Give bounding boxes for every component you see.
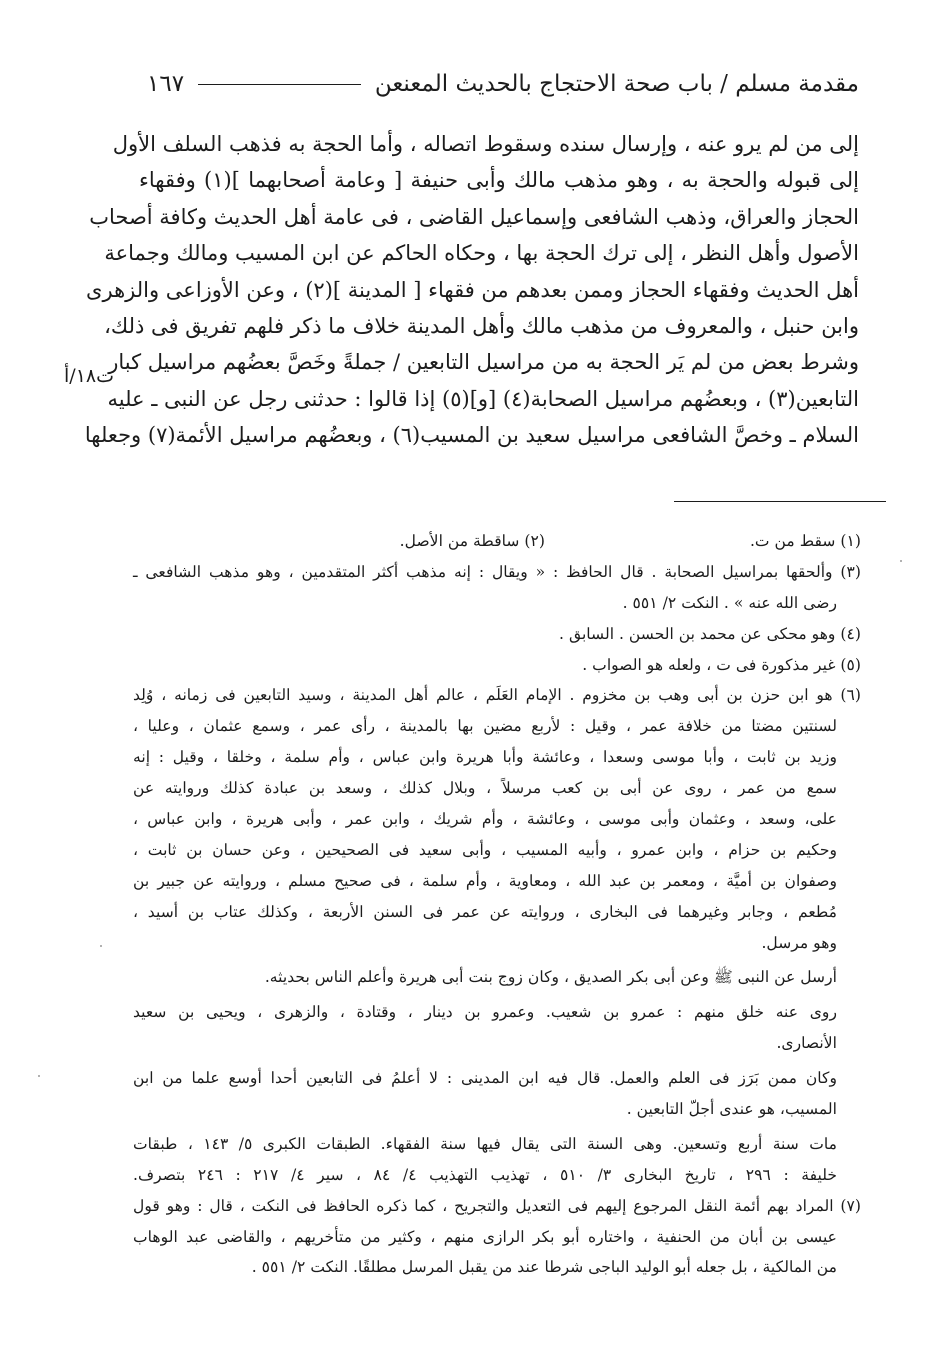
footnote-6-line: لسنتين مضتا من خلافة عمر ، وقيل : لأربع مضين بها بالمدينة ، رأى عمر ، وسمع عثمان ، وعليا ، xyxy=(133,717,837,736)
main-text-line: التابعين(٣) ، وبعضُهم مراسيل الصحابة(٤) [و](٥) إذا قالوا : حدثنى رجل عن النبى ـ عليه xyxy=(107,386,859,411)
footnote-6-paragraph: وكان ممن بَرَز فى العلم والعمل. قال فيه ابن المدينى : لا أعلمُ فى التابعين أحدا أوسع علما من ابن xyxy=(133,1069,837,1088)
main-text-line: إلى قبوله والحجة به ، وهو مذهب مالك وأبى حنيفة [ وعامة أصحابهما ](١) وفقهاء xyxy=(139,168,860,193)
footnote-6-line: وحكيم بن حزام ، وابن عمرو ، وأبيه المسيب ، وأبى سعيد فى الصحيحين ، وعن حسان بن ثابت ، xyxy=(133,840,837,859)
main-text-line: الحجاز والعراق، وذهب الشافعى وإسماعيل القاضى ، فى عامة أهل الحديث وكافة أصحاب xyxy=(89,204,859,229)
footnote-6-line: (٦) هو ابن حزن بن أبى وهب بن مخزوم . الإمام العَلَم ، عالم أهل المدينة ، وسيد التابعين فى زمانه ، وُلِد xyxy=(133,686,861,705)
footnote-5: (٥) غير مذكورة فى ت ، ولعله هو الصواب . xyxy=(582,655,861,674)
main-text-line: وشرط بعض من لم يَر الحجة به من مراسيل التابعين / جملةً وخَصَّ بعضُهم مراسيل كبار xyxy=(108,350,859,375)
main-text-line: أهل الحديث وفقهاء الحجاز وممن بعدهم من فقهاء [ المدينة ](٢) ، وعن الأوزاعى والزهرى xyxy=(86,277,859,302)
footnote-3-line: رضى الله عنه » . النكت ٢/ ٥٥١ . xyxy=(622,593,837,612)
footnote-6-line: سمع من عمر ، روى عن أبى بن كعب مرسلاً ، وبلال كذلك ، وسعد بن عبادة كذلك وروايته عن xyxy=(133,779,837,798)
footnote-6-paragraph: مات سنة أربع وتسعين. وهى السنة التى يقال فيها سنة الفقهاء. الطبقات الكبرى ٥/ ١٤٣ ، طبقات xyxy=(133,1134,838,1153)
footnote-6-paragraph: الأنصارى. xyxy=(776,1034,837,1053)
footnotes xyxy=(133,526,861,1283)
footnote-6-paragraph: خليفة : ٢٩٦ ، تاريخ البخارى ٣/ ٥١٠ ، تهذيب التهذيب ٤/ ٨٤ ، سير ٤/ ٢١٧ : ٢٤٦ بتصرف. xyxy=(133,1165,838,1184)
header-rule xyxy=(198,84,361,85)
footnote-7-line: من المالكية ، بل جعله أبو الوليد الباجى شرطا عند من يقبل المرسل مطلقًا. النكت ٢/ ٥٥١ . xyxy=(251,1258,837,1277)
footnote-2: (٢) ساقطة من الأصل. xyxy=(399,532,545,550)
margin-folio-note: ت١٨/أ xyxy=(64,365,114,387)
main-text-line: الأصول وأهل النظر ، إلى ترك الحجة بها ، وحكاه الحاكم عن ابن المسيب ومالك وجماعة xyxy=(104,241,859,266)
scan-speck xyxy=(100,945,102,947)
footnote-7-line: عيسى بن أبان من الحنفية ، واختاره أبو بكر الرازى منهم ، وكثير من متأخريهم ، والقاضى عبد الوهاب xyxy=(133,1227,837,1246)
footnote-6-paragraph: روى عنه خلق منهم : عمرو بن شعيب. وعمرو بن دينار ، وقتادة ، والزهرى ، ويحيى بن سعيد xyxy=(133,1003,837,1022)
main-text-line: إلى من لم يرو عنه ، وإرسال سنده وسقوط اتصاله ، وأما الحجة به فذهب السلف الأول xyxy=(112,132,859,156)
footnote-3-line: (٣) وألحقها بمراسيل الصحابة . قال الحافظ : « ويقال : إنه مذهب أكثر المتقدمين ، وهو مذهب الشافعى ـ xyxy=(133,562,861,581)
main-text-line: وابن حنبل ، والمعروف من مذهب مالك وأهل المدينة خلاف ما ذكر فلهم تفريق فى ذلك، xyxy=(104,313,859,338)
footnote-pair xyxy=(133,526,861,557)
footnote-6-line: وزيد بن ثابت ، وأبا موسى وسعدا ، وعائشة وأبا هريرة وابن عباس ، وأم سلمة ، وخلقا ، وقيل : إنه xyxy=(133,748,837,767)
footnote-separator xyxy=(674,501,886,502)
footnote-7-line: (٧) المراد بهم أئمة النقل المرجوع إليهم فى التعديل والتجريح ، كما ذكره الحافظ فى النكت ، قال : وهو قول xyxy=(133,1196,861,1215)
header-title: مقدمة مسلم / باب صحة الاحتجاج بالحديث المعنعن xyxy=(374,71,859,97)
footnote-6-line: وصفوان بن أميَّة ، ومعمر بن عبد الله ، ومعاوية ، وأم سلمة ، فى صحيح مسلم ، وروايته عن جبير بن xyxy=(133,871,837,890)
footnote-6-line: وهو مرسل. xyxy=(761,933,837,952)
footnote-4: (٤) وهو محكى عن محمد بن الحسن . السابق . xyxy=(559,624,861,643)
footnote-6-paragraph: المسيب، هو عندى أجلّ التابعين . xyxy=(626,1100,837,1119)
footnote-6-line: على، وسعد ، وعثمان وأبى موسى ، وعائشة ، وأم شريك ، وابن عمر ، وأبى هريرة ، وابن عباس ، xyxy=(133,810,837,829)
page-number: ١٦٧ xyxy=(147,71,185,97)
footnote-1: (١) سقط من ت. xyxy=(749,532,861,550)
scan-speck xyxy=(900,560,902,562)
scan-speck xyxy=(38,1075,40,1077)
main-text-line: السلام ـ وخصَّ الشافعى مراسيل سعيد بن المسيب(٦) ، وبعضُهم مراسيل الأئمة(٧) وجعلها xyxy=(84,423,859,448)
running-header xyxy=(147,64,859,104)
footnote-6-paragraph: أرسل عن النبى ﷺ وعن أبى بكر الصديق ، وكان زوج بنت أبى هريرة وأعلم الناس بحديثه. xyxy=(264,968,837,987)
footnote-6-line: مُطعم ، وجابر وغيرهما فى البخارى ، وروايته عن عمر فى السنن الأربعة ، وكذلك عتاب بن أسيد ، xyxy=(133,902,837,921)
